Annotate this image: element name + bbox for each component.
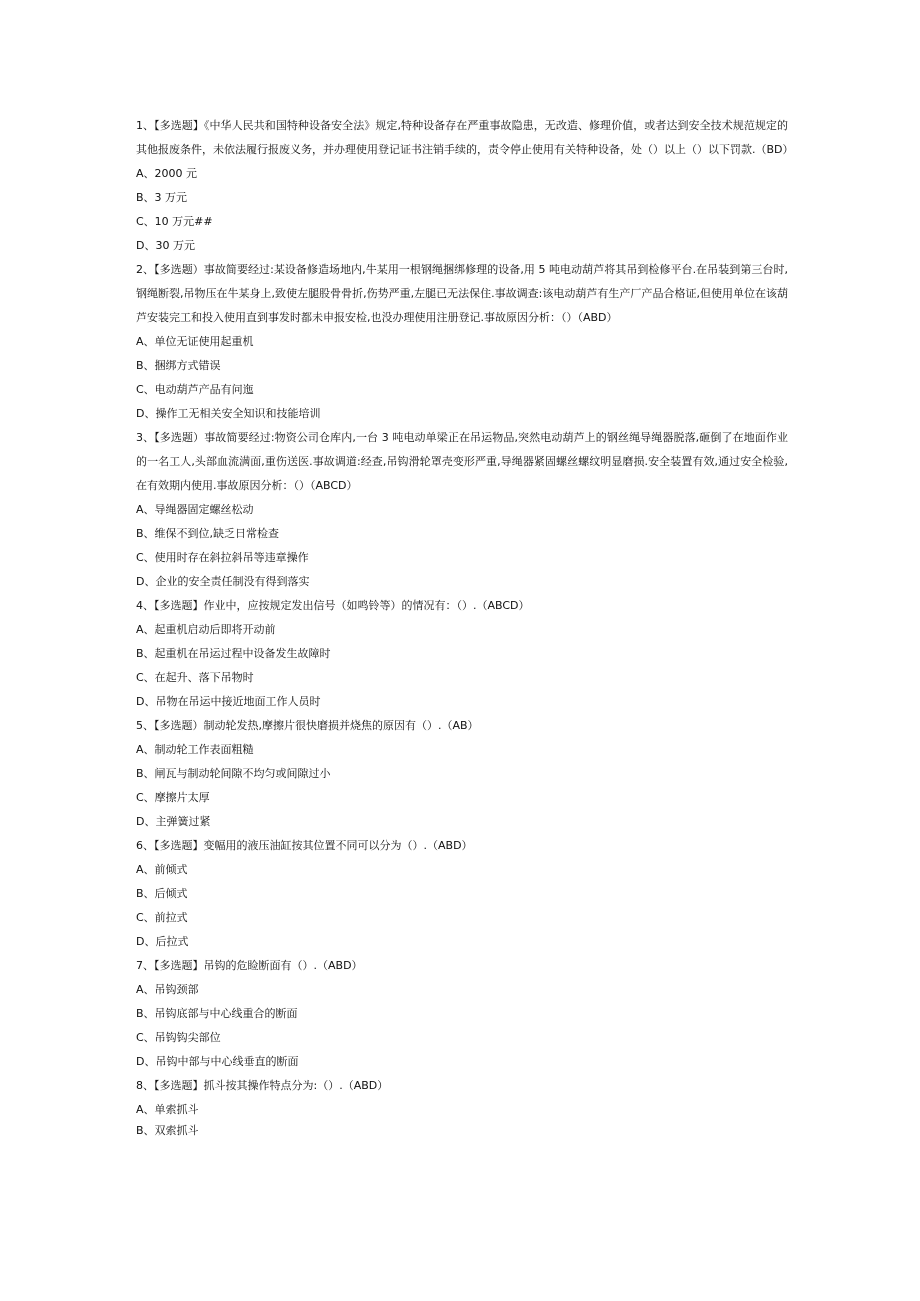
option-a: A、起重机启动后即将开动前 xyxy=(136,623,276,636)
question-list xyxy=(136,114,794,1140)
option-d: D、企业的安全责任制没有得到落实 xyxy=(136,575,310,588)
question-text: 1、【多选题】《中华人民共和国特种设备安全法》规定,特种设备存在严重事故隐患，无改造、修理价值，或者达到安全技术规范规定的其他报废条件，未依法履行报废义务，并办理使用登记证书注销手续的，责令停止使用有关特种设备，处（）以上（）以下罚款.（BD） xyxy=(136,119,794,156)
question-8 xyxy=(136,1074,788,1140)
option-d: D、30 万元 xyxy=(136,239,195,252)
option-b: B、后倾式 xyxy=(136,887,188,900)
option-b: B、起重机在吊运过程中设备发生故障时 xyxy=(136,647,331,660)
question-1 xyxy=(136,114,794,258)
option-d: D、主弹簧过紧 xyxy=(136,815,211,828)
option-c: C、在起升、落下吊物时 xyxy=(136,671,254,684)
question-text: 7、【多选题】吊钩的危睑断面有（）.（ABD） xyxy=(136,959,363,972)
option-a: A、制动轮工作表面粗糙 xyxy=(136,743,254,756)
option-c: C、10 万元## xyxy=(136,215,213,228)
option-b: B、3 万元 xyxy=(136,191,188,204)
question-5 xyxy=(136,714,788,834)
question-text: 8、【多选题】抓斗按其操作特点分为:（）.（ABD） xyxy=(136,1079,389,1092)
question-text: 4、【多选题】作业中，应按规定发出信号（如鸣铃等）的情况有：（）.（ABCD） xyxy=(136,599,530,612)
option-c: C、前拉式 xyxy=(136,911,188,924)
option-c: C、电动葫芦产品有问迤 xyxy=(136,383,254,396)
question-3 xyxy=(136,426,788,594)
option-b: B、捆绑方式错误 xyxy=(136,359,221,372)
option-b: B、吊钩底部与中心线重合的断面 xyxy=(136,1007,298,1020)
question-2 xyxy=(136,258,788,426)
option-a: A、前倾式 xyxy=(136,863,188,876)
option-a: A、单位无证使用起重机 xyxy=(136,335,254,348)
option-b: B、双索抓斗 xyxy=(136,1124,199,1137)
question-4 xyxy=(136,594,788,714)
option-d: D、操作工无相关安全知识和技能培训 xyxy=(136,407,321,420)
question-text: 6、【多选题】变幅用的液压油缸按其位置不同可以分为（）.（ABD） xyxy=(136,839,473,852)
question-text: 3、【多选题）事故简要经过:物资公司仓库内,一台 3 吨电动单梁正在吊运物品,突然电动葫芦上的钢丝绳导绳器脱落,砸倒了在地面作业的一名工人,头部血流满面,重伤送医.事故调道:经查,吊钩滑轮罩壳变形严重,导绳器紧固螺丝螺纹明显磨损.安全装置有效,通过安全检验,在有效期内使用.事故原因分析：（）（ABCD） xyxy=(136,431,788,492)
question-text: 2、【多选题）事故简要经过:某设备修造场地内,牛某用一根钢绳捆绑修理的设备,用 5 吨电动葫芦将其吊到检修平台.在吊装到第三台时,钢绳断裂,吊物压在牛某身上,致使左腿股骨骨折,伤势严重,左腿已无法保住.事故调查:该电动葫芦有生产厂产品合格证,但使用单位在该葫芦安装完工和投入使用直到事发时都未申报安检,也没办理使用注册登记.事故原因分析：（）（ABD） xyxy=(136,263,788,324)
option-a: A、导绳器固定螺丝松动 xyxy=(136,503,254,516)
option-b: B、维保不到位,缺乏日常检查 xyxy=(136,527,280,540)
option-c: C、吊钩钩尖部位 xyxy=(136,1031,221,1044)
option-a: A、单索抓斗 xyxy=(136,1103,199,1116)
option-d: D、吊物在吊运中接近地面工作人员时 xyxy=(136,695,321,708)
option-c: C、使用时存在斜拉斜吊等违章操作 xyxy=(136,551,309,564)
question-text: 5、【多选题）制动轮发热,摩擦片很快磨损并烧焦的原因有（）.（AB） xyxy=(136,719,479,732)
question-6 xyxy=(136,834,788,954)
option-a: A、吊钩颈部 xyxy=(136,983,199,996)
question-7 xyxy=(136,954,788,1074)
option-a: A、2000 元 xyxy=(136,167,198,180)
option-d: D、吊钩中部与中心线垂直的断面 xyxy=(136,1055,299,1068)
option-d: D、后拉式 xyxy=(136,935,189,948)
option-b: B、闸瓦与制动轮间隙不均匀或间隙过小 xyxy=(136,767,331,780)
option-c: C、摩擦片太厚 xyxy=(136,791,210,804)
